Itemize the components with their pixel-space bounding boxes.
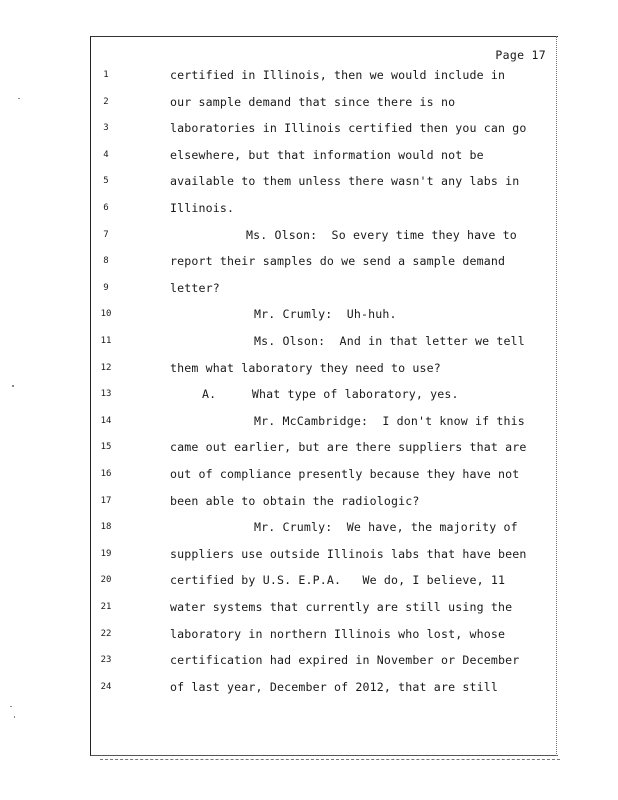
transcript-line	[0, 95, 618, 115]
transcript-line	[0, 494, 618, 514]
line-text: report their samples do we send a sample demand	[170, 254, 506, 269]
transcript-line	[0, 520, 618, 540]
transcript-line	[0, 148, 618, 168]
line-number: 13	[100, 389, 112, 400]
transcript-line	[0, 680, 618, 700]
line-text: A. What type of laboratory, yes.	[202, 387, 459, 402]
transcript-line	[0, 600, 618, 620]
page-number: Page 17	[495, 48, 546, 62]
line-number: 16	[100, 469, 112, 479]
line-number: 17	[100, 495, 112, 506]
transcript-line	[0, 387, 618, 407]
line-number: 19	[100, 548, 112, 559]
transcript-line	[0, 627, 618, 647]
line-text: elsewhere, but that information would not be	[170, 147, 484, 162]
line-text: water systems that currently are still using the	[170, 600, 513, 614]
transcript-line	[0, 573, 618, 593]
transcript-line	[0, 68, 618, 88]
line-number: 4	[103, 149, 109, 160]
line-number: 8	[103, 256, 109, 267]
line-number: 9	[103, 282, 109, 293]
line-number: 22	[100, 628, 112, 639]
line-number: 6	[103, 203, 109, 213]
line-text: them what laboratory they need to use?	[170, 360, 441, 375]
line-number: 1	[103, 70, 109, 80]
line-number: 2	[103, 96, 109, 107]
line-number: 24	[100, 681, 112, 692]
line-text: came out earlier, but are there suppliers that are	[170, 440, 527, 455]
line-number: 10	[100, 309, 112, 320]
transcript-line	[0, 281, 618, 301]
line-text: certified by U.S. E.P.A. We do, I believe, 11	[170, 573, 506, 588]
page-bottom-rule	[100, 759, 560, 760]
transcript-line	[0, 334, 618, 354]
transcript-line	[0, 121, 618, 141]
line-text: Mr. Crumly: Uh-huh.	[254, 307, 397, 322]
transcript-line	[0, 467, 618, 487]
line-text: our sample demand that since there is no	[170, 94, 456, 109]
line-text: suppliers use outside Illinois labs that have been	[170, 546, 527, 561]
line-number: 21	[100, 602, 112, 612]
transcript-line	[0, 228, 618, 248]
transcript-line	[0, 414, 618, 434]
transcript-line	[0, 361, 618, 381]
line-text: laboratories in Illinois certified then you can go	[170, 121, 527, 136]
transcript-line	[0, 547, 618, 567]
line-text: of last year, December of 2012, that are still	[170, 679, 498, 694]
scan-speck	[18, 98, 20, 99]
scan-speck	[12, 385, 14, 387]
line-number: 12	[100, 362, 112, 373]
line-text: been able to obtain the radiologic?	[170, 493, 420, 508]
line-text: certified in Illinois, then we would include in	[170, 68, 506, 82]
line-text: Ms. Olson: And in that letter we tell	[254, 334, 525, 348]
transcript-line	[0, 201, 618, 221]
line-text: Mr. McCambridge: I don't know if this	[254, 413, 525, 428]
transcript-line	[0, 307, 618, 327]
line-text: certification had expired in November or December	[170, 653, 520, 668]
scan-speck	[10, 706, 12, 707]
line-text: Illinois.	[170, 201, 235, 215]
line-number: 18	[100, 522, 112, 533]
transcript-line	[0, 653, 618, 673]
transcript-line	[0, 254, 618, 274]
line-text: out of compliance presently because they have not	[170, 467, 520, 481]
scan-speck	[14, 716, 15, 718]
line-number: 14	[100, 415, 112, 426]
line-number: 7	[103, 229, 109, 240]
line-text: letter?	[170, 280, 220, 295]
line-text: Ms. Olson: So every time they have to	[246, 227, 517, 242]
transcript-line	[0, 174, 618, 194]
line-text: available to them unless there wasn't any labs in	[170, 174, 520, 189]
line-number: 20	[100, 575, 112, 586]
line-number: 15	[100, 442, 112, 453]
line-text: laboratory in northern Illinois who lost, whose	[170, 626, 506, 641]
transcript-line	[0, 440, 618, 460]
line-text: Mr. Crumly: We have, the majority of	[254, 520, 518, 535]
line-number: 5	[103, 176, 109, 187]
line-number: 23	[100, 655, 112, 666]
line-number: 3	[103, 123, 109, 134]
line-number: 11	[100, 336, 112, 346]
